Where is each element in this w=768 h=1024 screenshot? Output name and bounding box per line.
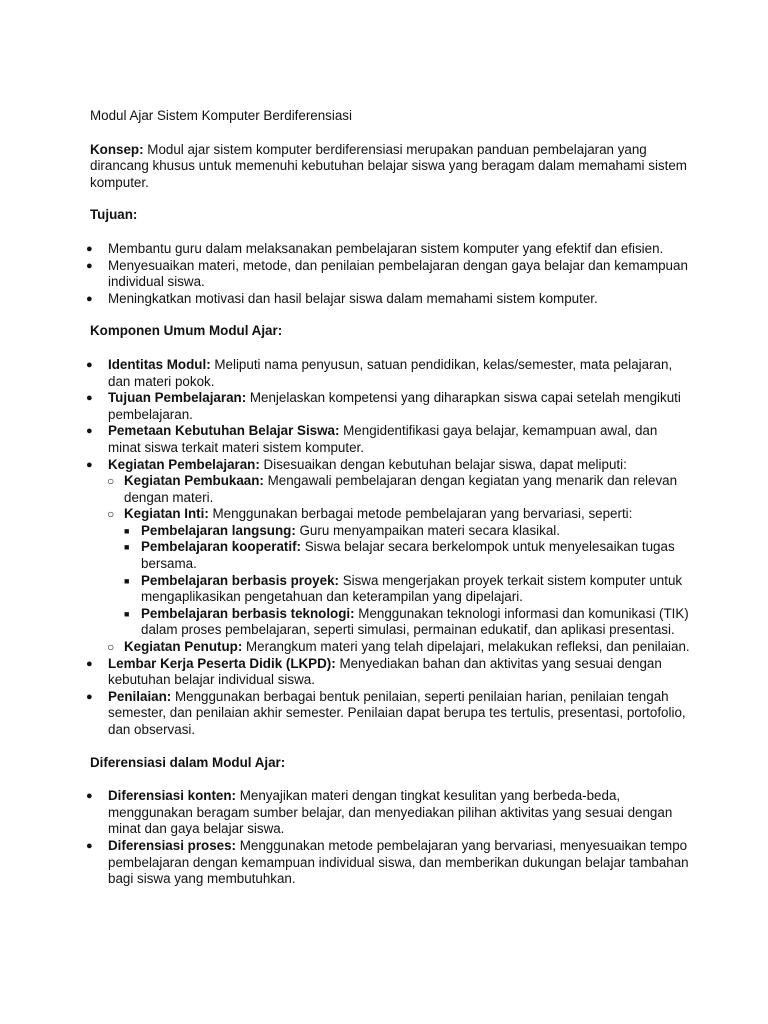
sublist-item-text: Merangkum materi yang telah dipelajari, melakukan refleksi, dan penilaian. [242,639,690,655]
konsep-text: Modul ajar sistem komputer berdiferensiasi merupakan panduan pembelajaran yang dirancang khusus untuk memenuhi kebutuhan belajar siswa yang beragam dalam memahami sistem komputer. [90,141,687,190]
list-item-text: Menyesuaikan materi, metode, dan penilaian pembelajaran dengan gaya belajar dan kemampuan individual siswa. [108,257,688,290]
sub-sublist-item-text: Menggunakan teknologi informasi dan komunikasi (TIK) dalam proses pembelajaran, seperti simulasi, permainan edukatif, dan aplikasi presentasi. [141,605,689,638]
document-page [86,108,690,904]
tujuan-heading: Tujuan: [90,207,138,223]
list-item-label: Kegiatan Pembelajaran: [108,456,260,472]
kegiatan-sublist [108,473,690,656]
square-bullet-icon: ■ [124,525,130,536]
list-item-text: Menyediakan bahan dan aktivitas yang sesuai dengan kebutuhan belajar individual siswa. [108,655,662,688]
bullet-icon: ● [86,392,93,405]
sublist-item-label: Kegiatan Inti: [124,506,209,522]
bullet-icon: ● [86,657,93,670]
list-item-text: Mengidentifikasi gaya belajar, kemampuan awal, dan minat siswa terkait materi sistem komputer. [108,423,658,455]
sub-sublist-item-text: Siswa mengerjakan proyek terkait sistem komputer untuk mengaplikasikan pengetahuan dan keterampilan yang dipelajari. [141,572,683,605]
sublist-item-text: Mengawali pembelajaran dengan kegiatan yang menarik dan relevan dengan materi. [124,473,678,505]
sub-sublist-item [124,539,690,572]
list-item [86,788,690,838]
list-item [86,655,690,689]
list-item [86,688,690,739]
diferensiasi-heading: Diferensiasi dalam Modul Ajar: [90,754,286,770]
sublist-item-label: Kegiatan Pembukaan: [124,473,264,489]
list-item-text: Meliputi nama penyusun, satuan pendidikan, kelas/semester, mata pelajaran, dan materi pokok. [108,356,673,389]
sublist-item-text: Menggunakan berbagai metode pembelajaran yang bervariasi, seperti: [208,506,633,522]
sublist-item [108,473,690,506]
list-item-text: Menyajikan materi dengan tingkat kesulitan yang berbeda-beda, menggunakan beragam sumber belajar, dan menyediakan pilihan aktivitas yang sesuai dengan minat dan gaya belajar siswa. [108,788,673,837]
list-item [86,390,690,423]
list-item-text: Meningkatkan motivasi dan hasil belajar siswa dalam memahami sistem komputer. [108,290,598,306]
list-item-text: Menjelaskan kompetensi yang diharapkan siswa capai setelah mengikuti pembelajaran. [108,390,681,422]
konsep-paragraph [90,142,690,192]
konsep-label: Konsep: [90,141,144,157]
sub-sublist-item-text: Guru menyampaikan materi secara klasikal. [295,522,560,538]
sub-sublist-item-label: Pembelajaran berbasis teknologi: [141,605,355,621]
list-item-text: Disesuaikan dengan kebutuhan belajar siswa, dapat meliputi: [259,456,627,472]
list-item [86,257,690,291]
bullet-icon: ● [86,458,93,471]
list-item [86,456,690,656]
square-bullet-icon: ■ [124,608,130,619]
bullet-icon: ● [86,425,93,438]
list-item [86,240,690,258]
list-item-label: Diferensiasi proses: [108,837,237,853]
sublist-item [108,506,690,639]
bullet-icon: ● [86,242,93,255]
list-item [86,837,690,888]
list-item-label: Penilaian: [108,688,172,704]
bullet-icon: ● [86,790,93,803]
list-item-text: Menggunakan metode pembelajaran yang bervariasi, menyesuaikan tempo pembelajaran dengan kemampuan individual siswa, dan memberikan dukungan belajar tambahan bagi siswa yang membutuhkan. [108,837,689,887]
komponen-heading: Komponen Umum Modul Ajar: [90,323,283,339]
bullet-icon: ● [86,358,93,371]
sub-sublist-item [124,523,690,540]
sub-sublist-item-label: Pembelajaran berbasis proyek: [141,572,339,588]
sublist-item-label: Kegiatan Penutup: [124,639,243,655]
list-item [86,423,690,456]
sub-sublist-item [124,606,690,639]
document-title: Modul Ajar Sistem Komputer Berdiferensiasi [90,108,352,123]
list-item-label: Identitas Modul: [108,356,211,372]
bullet-icon: ● [86,690,93,703]
list-item-label: Tujuan Pembelajaran: [108,390,247,406]
komponen-list [86,356,690,739]
tujuan-list [86,240,690,307]
list-item-text: Membantu guru dalam melaksanakan pembelajaran sistem komputer yang efektif dan efisien. [108,240,664,256]
bullet-icon: ● [86,292,93,305]
circle-bullet-icon: ○ [107,507,115,522]
sub-sublist-item-label: Pembelajaran kooperatif: [141,539,301,555]
list-item-text: Menggunakan berbagai bentuk penilaian, seperti penilaian harian, penilaian tengah semester, dan penilaian akhir semester. Penilaian dapat berupa tes tertulis, presentasi, portofolio, dan observasi. [108,688,686,737]
list-item-label: Pemetaan Kebutuhan Belajar Siswa: [108,423,340,439]
sub-sublist-item-label: Pembelajaran langsung: [141,522,296,538]
diferensiasi-list [86,788,690,888]
list-item [86,356,690,390]
list-item-label: Lembar Kerja Peserta Didik (LKPD): [108,655,336,671]
bullet-icon: ● [86,259,93,272]
bullet-icon: ● [86,839,93,852]
circle-bullet-icon: ○ [107,474,115,489]
metode-sublist [124,523,690,639]
list-item-label: Diferensiasi konten: [108,788,236,804]
sub-sublist-item-text: Siswa belajar secara berkelompok untuk menyelesaikan tugas bersama. [141,539,675,572]
circle-bullet-icon: ○ [107,640,115,655]
sublist-item [108,639,690,656]
list-item [86,290,690,308]
square-bullet-icon: ■ [124,575,130,586]
sub-sublist-item [124,573,690,606]
square-bullet-icon: ■ [124,542,130,553]
